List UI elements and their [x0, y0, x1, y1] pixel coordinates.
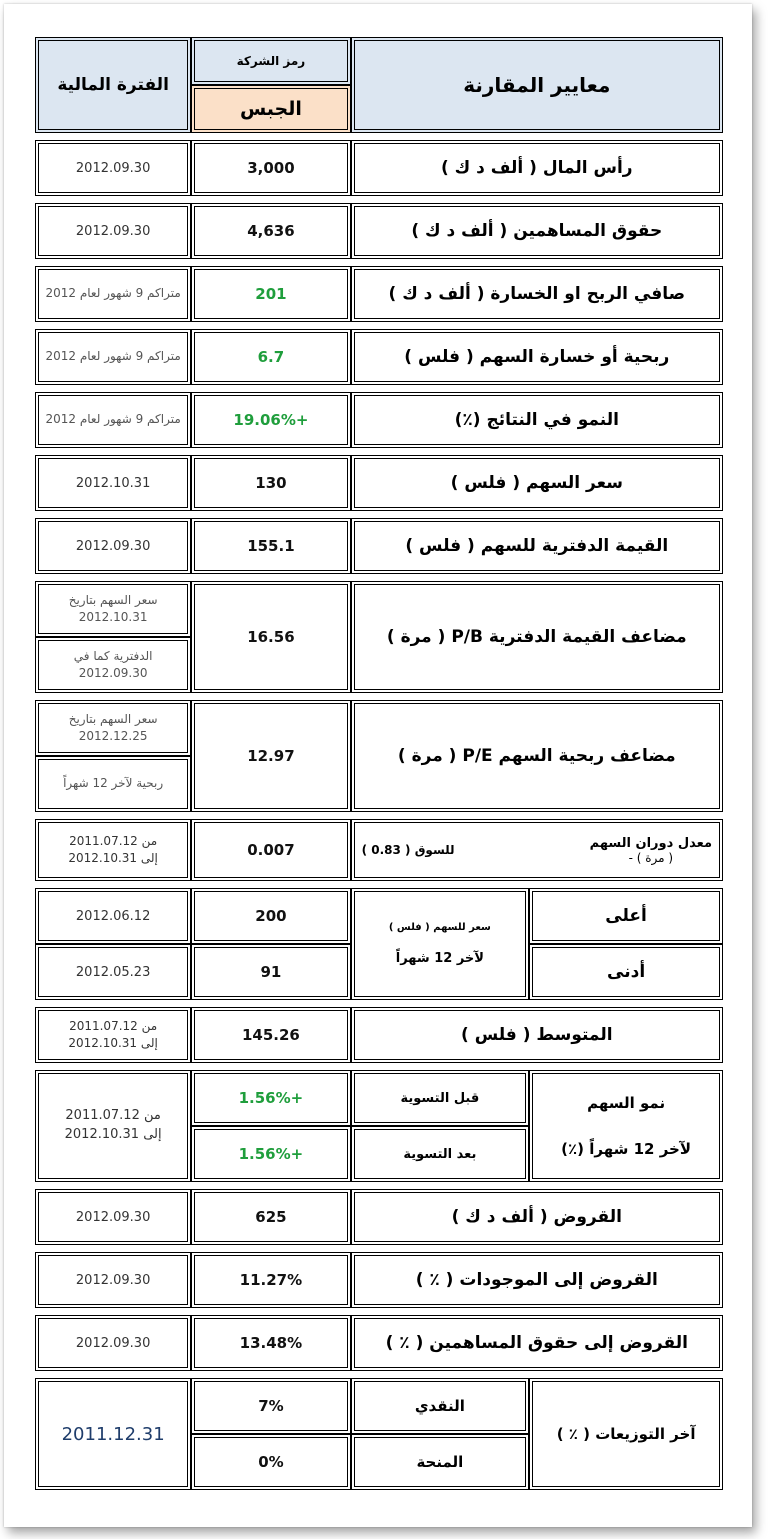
- row-loans-equity: 2012.09.30 13.48% القروض إلى حقوق المساهمين ( ٪ ): [35, 1315, 723, 1371]
- row-capital: 2012.09.30 3,000 رأس المال ( ألف د ك ): [35, 140, 723, 196]
- row-book-value: 2012.09.30 155.1 القيمة الدفترية للسهم ( فلس ): [35, 518, 723, 574]
- row-average: من 2011.07.12 إلى 2012.10.31 145.26 المتوسط ( فلس ): [35, 1007, 723, 1063]
- row-loans-assets: 2012.09.30 11.27% القروض إلى الموجودات ( ٪ ): [35, 1252, 723, 1308]
- row-eps: متراكم 9 شهور لعام 2012 6.7 ربحية أو خسارة السهم ( فلس ): [35, 329, 723, 385]
- row-loans: 2012.09.30 625 القروض ( ألف د ك ): [35, 1189, 723, 1245]
- row-equity: 2012.09.30 4,636 حقوق المساهمين ( ألف د ك ): [35, 203, 723, 259]
- period-header: الفترة المالية: [35, 37, 191, 133]
- company-name: الجبس: [191, 85, 350, 133]
- criteria-header: معايير المقارنة: [351, 37, 723, 133]
- row-dividend-bonus: 0% المنحة: [35, 1434, 723, 1490]
- row-stock-growth-before: من 2011.07.12 إلى 2012.10.31 1.56%+ قبل التسوية نمو السهم لآخر 12 شهراً (٪): [35, 1070, 723, 1126]
- row-low: 2012.05.23 91 أدنى: [35, 944, 723, 1000]
- company-code-header: رمز الشركة: [191, 37, 350, 85]
- row-pe: سعر السهم بتاريخ 2012.12.25 12.97 مضاعف ربحية السهم P/E ( مرة ): [35, 700, 723, 756]
- row-net-profit: متراكم 9 شهور لعام 2012 201 صافي الربح او الخسارة ( ألف د ك ): [35, 266, 723, 322]
- row-high: 2012.06.12 200 سعر للسهم ( فلس ) لآخر 12 شهراً أعلى: [35, 888, 723, 944]
- row-growth: متراكم 9 شهور لعام 2012 19.06%+ النمو في النتائج (٪): [35, 392, 723, 448]
- row-stock-growth-after: 1.56%+ بعد التسوية: [35, 1126, 723, 1182]
- comparison-table: الفترة المالية رمز الشركة معايير المقارنة الجبس 2012.09.30 3,000 رأس المال ( ألف د ك ) 2012.09.30 4,636 حقوق المساهمين ( ألف د ك ) متراكم 9 شهور لعام 2012 201 صافي الربح او الخسارة ( ألف د ك ) متراكم 9 شهور لعام 2012 6.7 ربحية أو خسارة السهم ( فلس ) متراكم 9 شهور لعام 2012 19.06%+ النمو في النتائج (٪) 2012.10.31 130 سعر السهم ( فلس ) 2012.09.30 155.1 القيمة الدفترية للسهم ( فلس ) سعر السهم بتاريخ 2012.10.31 16.56 مضاعف القيمة الدفترية P/B ( مرة ) الدفترية كما في 2012.09.30 سعر السهم بتاريخ 2012.12.25 12.97 مضاعف ربحية السهم P/E ( مرة ) ربحية لآخر 12 شهراً من 2011.07.12 إلى 2012.10.31 0.007 معدل دوران السهم ( مرة ) - للسوق ( 0.83 ) 2012.06.12 200 سعر للسهم ( فلس ) لآخر 12 شهراً أعلى 2012.05.23 91 أدنى من 2011.07.12 إلى 2012.10.31 145.26 المتوسط ( فلس ) من 2011.07.12 إلى 2012.10.31 1.56%+ قبل التسوية نمو السهم لآخر 12 شهراً (٪) 1.56%+ بعد التسوية 2012.09.30 625 القروض ( ألف د ك ) 2012.09.30 11.27% القروض إلى الموجودات ( ٪ ) 2012.09.30 13.48% القروض إلى حقوق المساهمين ( ٪ ) 2011.12.31 7% النقدي آخر التوزيعات ( ٪ ) 0% المنحة: [35, 37, 723, 1490]
- row-pb: سعر السهم بتاريخ 2012.10.31 16.56 مضاعف القيمة الدفترية P/B ( مرة ): [35, 581, 723, 637]
- row-turnover: من 2011.07.12 إلى 2012.10.31 0.007 معدل دوران السهم ( مرة ) - للسوق ( 0.83 ): [35, 819, 723, 881]
- row-price: 2012.10.31 130 سعر السهم ( فلس ): [35, 455, 723, 511]
- row-dividend-cash: 2011.12.31 7% النقدي آخر التوزيعات ( ٪ ): [35, 1378, 723, 1434]
